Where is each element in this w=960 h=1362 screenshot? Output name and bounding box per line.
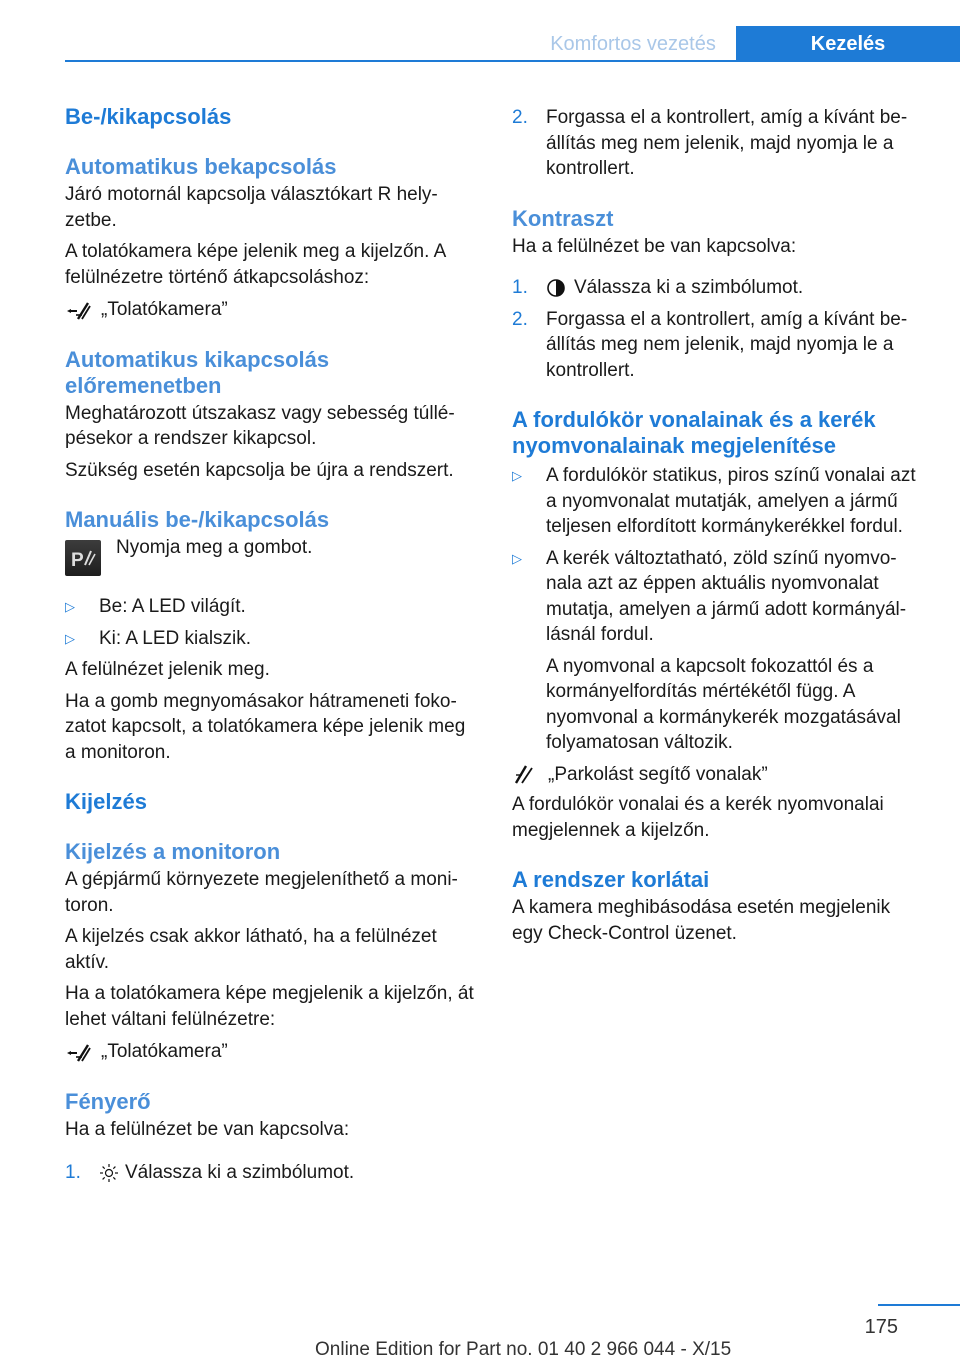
section-tab[interactable]: Kezelés	[736, 26, 960, 62]
paragraph: A nyomvonal a kapcsolt fokozattól és a kormányelfordítás mértékétől függ. A nyomvonal a kormánykerék mozgatásával folyamatosan változik.	[546, 655, 901, 753]
heading-on-off: Be-/kikapcsolás	[65, 104, 232, 129]
camera-option-line	[65, 1039, 480, 1065]
paragraph: A kamera meghibásodása esetén megjelenik egy Check-Control üzenet.	[512, 897, 891, 944]
list-item: 2. Forgassa el a kontrollert, amíg a kívánt be-állítás meg nem jelenik, majd nyomja le a kontrollert.	[512, 107, 908, 179]
list-item: ▷ A kerék változtatható, zöld színű nyomvo-nala azt az éppen aktuális nyomvonalat mutatja, amelyen a jármű adott kormányál-lásnál fordul.	[512, 546, 924, 648]
list-item: ▷ Be: A LED világít.	[65, 594, 480, 620]
camera-option-label: „Tolatókamera”	[101, 299, 228, 320]
led-status-list	[65, 594, 480, 651]
list-item: 1. Válassza ki a szimbólumot.	[512, 277, 804, 298]
footer-rule	[878, 1304, 960, 1306]
brightness-steps	[65, 1160, 480, 1186]
camera-option-line	[65, 297, 480, 323]
heading-turning-lines: A fordulókör vonalainak és a kerék nyomvonalainak megjelenítése	[512, 407, 876, 458]
header-rule	[65, 60, 960, 62]
brightness-steps-continued	[512, 105, 924, 182]
contrast-steps	[512, 275, 924, 383]
left-column	[65, 100, 480, 1186]
edition-footer: Online Edition for Part no. 01 40 2 966 044 - X/15	[315, 1339, 732, 1360]
list-item: 1. Válassza ki a szimbólumot.	[65, 1162, 355, 1183]
heading-system-limits: A rendszer korlátai	[512, 867, 710, 892]
heading-auto-off: Automatikus kikapcsolás előremenetben	[65, 346, 330, 398]
heading-manual: Manuális be-/kikapcsolás	[65, 507, 330, 532]
parking-lines-icon	[512, 762, 548, 787]
paragraph: Ha a felülnézet be van kapcsolva:	[65, 1118, 350, 1140]
park-view-button-icon	[65, 540, 101, 576]
paragraph: A tolatókamera képe jelenik meg a kijelzőn. A felülnézetre történő átkapcsoláshoz:	[65, 241, 446, 288]
triangle-bullet-icon: ▷	[65, 630, 75, 646]
paragraph: Ha a tolatókamera képe megjelenik a kijelzőn, át lehet váltani felülnézetre:	[65, 983, 474, 1030]
paragraph: Meghatározott útszakasz vagy sebesség túllé-pésekor a rendszer kikapcsol.	[65, 402, 455, 449]
list-item: ▷ A fordulókör statikus, piros színű vonalai azt a nyomvonalat mutatják, amelyen a jármű teljesen elfordított kormánykerékkel fordul.	[512, 463, 924, 540]
press-button-text: Nyomja meg a gombot.	[116, 537, 313, 558]
triangle-bullet-icon: ▷	[512, 468, 522, 483]
page-number: 175	[864, 1316, 898, 1338]
brightness-icon	[99, 1160, 125, 1185]
parking-lines-option	[512, 762, 924, 788]
heading-contrast: Kontraszt	[512, 205, 614, 231]
chapter-tab[interactable]: Komfortos vezetés	[550, 32, 716, 55]
contrast-icon	[546, 275, 574, 300]
triangle-bullet-icon: ▷	[512, 550, 522, 566]
camera-icon	[65, 1039, 101, 1064]
paragraph: A gépjármű környezete megjeleníthető a moni-toron.	[65, 869, 458, 916]
heading-brightness: Fényerő	[65, 1088, 151, 1114]
list-item: ▷ Ki: A LED kialszik.	[65, 626, 480, 652]
svg-text:P: P	[71, 550, 84, 571]
heading-auto-on: Automatikus bekapcsolás	[65, 154, 337, 179]
paragraph: Járó motornál kapcsolja választókart R hely-zetbe.	[65, 184, 438, 231]
camera-option-label: „Tolatókamera”	[101, 1041, 228, 1062]
triangle-bullet-icon: ▷	[65, 599, 75, 614]
list-item: 2. Forgassa el a kontrollert, amíg a kívánt be-állítás meg nem jelenik, majd nyomja le a kontrollert.	[512, 308, 908, 381]
right-column	[512, 100, 924, 946]
paragraph: A felülnézet jelenik meg.	[65, 659, 270, 680]
paragraph: Szükség esetén kapcsolja be újra a rendszert.	[65, 459, 454, 481]
parking-lines-label: „Parkolást segítő vonalak”	[548, 763, 768, 785]
paragraph: Ha a gomb megnyomásakor hátrameneti foko-zatot kapcsolt, a tolatókamera képe jelenik meg a monitoron.	[65, 690, 466, 763]
heading-display: Kijelzés	[65, 789, 147, 814]
lines-list	[512, 463, 924, 648]
heading-display-monitor: Kijelzés a monitoron	[65, 839, 281, 864]
paragraph: A fordulókör vonalai és a kerék nyomvonalai megjelennek a kijelzőn.	[512, 794, 884, 841]
paragraph: A kijelzés csak akkor látható, ha a felülnézet aktív.	[65, 926, 437, 973]
paragraph: Ha a felülnézet be van kapcsolva:	[512, 235, 797, 257]
camera-icon	[65, 297, 101, 322]
button-instruction	[65, 535, 480, 576]
